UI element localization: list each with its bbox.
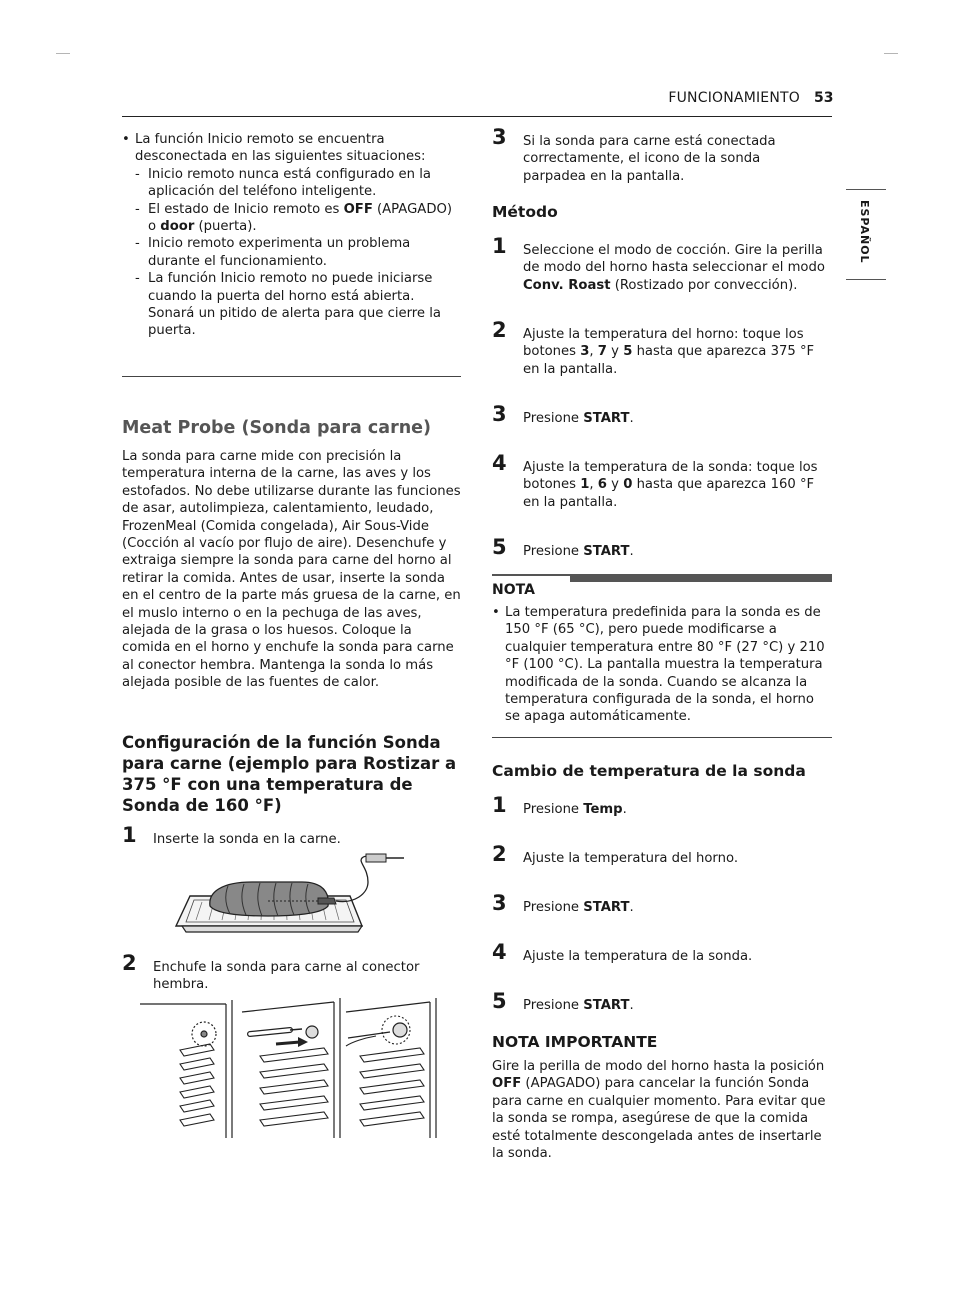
step-number: 4 — [492, 940, 507, 964]
list-item: - El estado de Inicio remoto es OFF (APAGADO) o door (puerta). — [122, 201, 452, 236]
nota-importante-title: NOTA IMPORTANTE — [492, 1033, 658, 1051]
section-divider — [122, 376, 461, 377]
section-title: Meat Probe (Sonda para carne) — [122, 418, 432, 438]
probe-handle — [318, 898, 336, 904]
running-header-section: FUNCIONAMIENTO — [668, 90, 800, 106]
nota-importante-text: Gire la perilla de modo del horno hasta la posición OFF (APAGADO) para cancelar la función Sonda para carne en cualquier momento. Para evitar que la sonda se rompa, asegúrese de que la comida esté totalmente descongelada antes de insertarle la sonda. — [492, 1059, 826, 1162]
oven-connector-illustration — [140, 998, 440, 1138]
step-number: 5 — [492, 989, 507, 1013]
step-number: 2 — [492, 318, 507, 342]
step-number: 2 — [492, 842, 507, 866]
step-text: Ajuste la temperatura del horno: toque los botones 3, 7 y 5 hasta que aparezca 375 °F en la pantalla. — [523, 327, 815, 377]
step-text: Ajuste la temperatura de la sonda. — [523, 949, 753, 964]
step-text: Si la sonda para carne está conectada correctamente, el icono de la sonda parpadea en la pantalla. — [523, 134, 776, 184]
step-number: 3 — [492, 402, 507, 426]
step-text: Ajuste la temperatura del horno. — [523, 851, 739, 866]
step-text: Presione START. — [523, 998, 634, 1013]
step-number: 3 — [492, 125, 507, 149]
step-number: 1 — [492, 234, 507, 258]
crop-mark — [56, 53, 70, 54]
list-item: - Inicio remoto experimenta un problema durante el funcionamiento. — [122, 235, 452, 270]
remote-start-list — [122, 131, 452, 340]
step-text: Enchufe la sonda para carne al conector hembra. — [153, 960, 420, 993]
nota-bar — [570, 574, 832, 582]
step-text: Seleccione el modo de cocción. Gire la perilla de modo del horno hasta seleccionar el modo Conv. Roast (Rostizado por convección). — [523, 243, 825, 293]
subsection-title: Configuración de la función Sonda para carne (ejemplo para Rostizar a 375 °F con una temperatura de Sonda de 160 °F) — [122, 733, 457, 815]
page-number: 53 — [814, 90, 834, 106]
nota-text: • La temperatura predefinida para la sonda es de 150 °F (65 °C), pero puede modificarse a cualquier temperatura entre 80 °F (27 °C) y 210 °F (100 °C). La pantalla muestra la temperatura modificada de la sonda. Cuando se alcanza la temperatura configurada de la sonda, el horno se apaga automáticamente. — [492, 604, 831, 726]
step-number: 2 — [122, 951, 137, 975]
probe-plug — [366, 854, 386, 862]
side-tab-label: ESPAÑOL — [858, 200, 871, 264]
step-text: Presione START. — [523, 900, 634, 915]
language-side-tab — [846, 189, 886, 280]
list-item: - Inicio remoto nunca está configurado en la aplicación del teléfono inteligente. — [122, 166, 452, 201]
step-text: Inserte la sonda en la carne. — [153, 832, 341, 847]
step-number: 3 — [492, 891, 507, 915]
cambio-title: Cambio de temperatura de la sonda — [492, 762, 806, 780]
list-item: • La función Inicio remoto se encuentra desconectada en las siguientes situaciones: — [122, 131, 452, 166]
crop-mark — [884, 53, 898, 54]
step-text: Presione START. — [523, 544, 634, 559]
nota-bottom-rule — [492, 737, 832, 738]
probe-cable — [336, 856, 378, 901]
list-item: - La función Inicio remoto no puede iniciarse cuando la puerta del horno está abierta. Sonará un pitido de alerta para que cierre la puerta. — [122, 270, 452, 340]
step-number: 4 — [492, 451, 507, 475]
section-body: La sonda para carne mide con precisión la temperatura interna de la carne, las aves y los estofados. No debe utilizarse durante las funciones de asar, autolimpieza, calentamiento, leudado, FrozenMeal (Comida congelada), Air Sous-Vide (Cocción al vacío por flujo de aire). Desenchufe y extraiga siempre la sonda para carne del horno al retirar la comida. Antes de usar, inserte la sonda en el centro de la parte más gruesa de la carne, en el muslo interno o en la pechuga de las aves, alejada de la grasa o los huesos. Coloque la comida en el horno y enchufe la sonda para carne al conector hembra. Mantenga la sonda lo más alejada posible de las fuentes de calor. — [122, 449, 461, 691]
nota-rule — [492, 574, 570, 576]
nota-title: NOTA — [492, 582, 535, 598]
step-text: Presione Temp. — [523, 802, 627, 817]
step-number: 5 — [492, 535, 507, 559]
step-number: 1 — [122, 823, 137, 847]
step-text: Presione START. — [523, 411, 634, 426]
header-rule — [122, 116, 832, 117]
metodo-title: Método — [492, 203, 558, 221]
meat-probe-illustration — [172, 848, 412, 936]
step-text: Ajuste la temperatura de la sonda: toque los botones 1, 6 y 0 hasta que aparezca 160 °F en la pantalla. — [523, 460, 818, 510]
step-number: 1 — [492, 793, 507, 817]
